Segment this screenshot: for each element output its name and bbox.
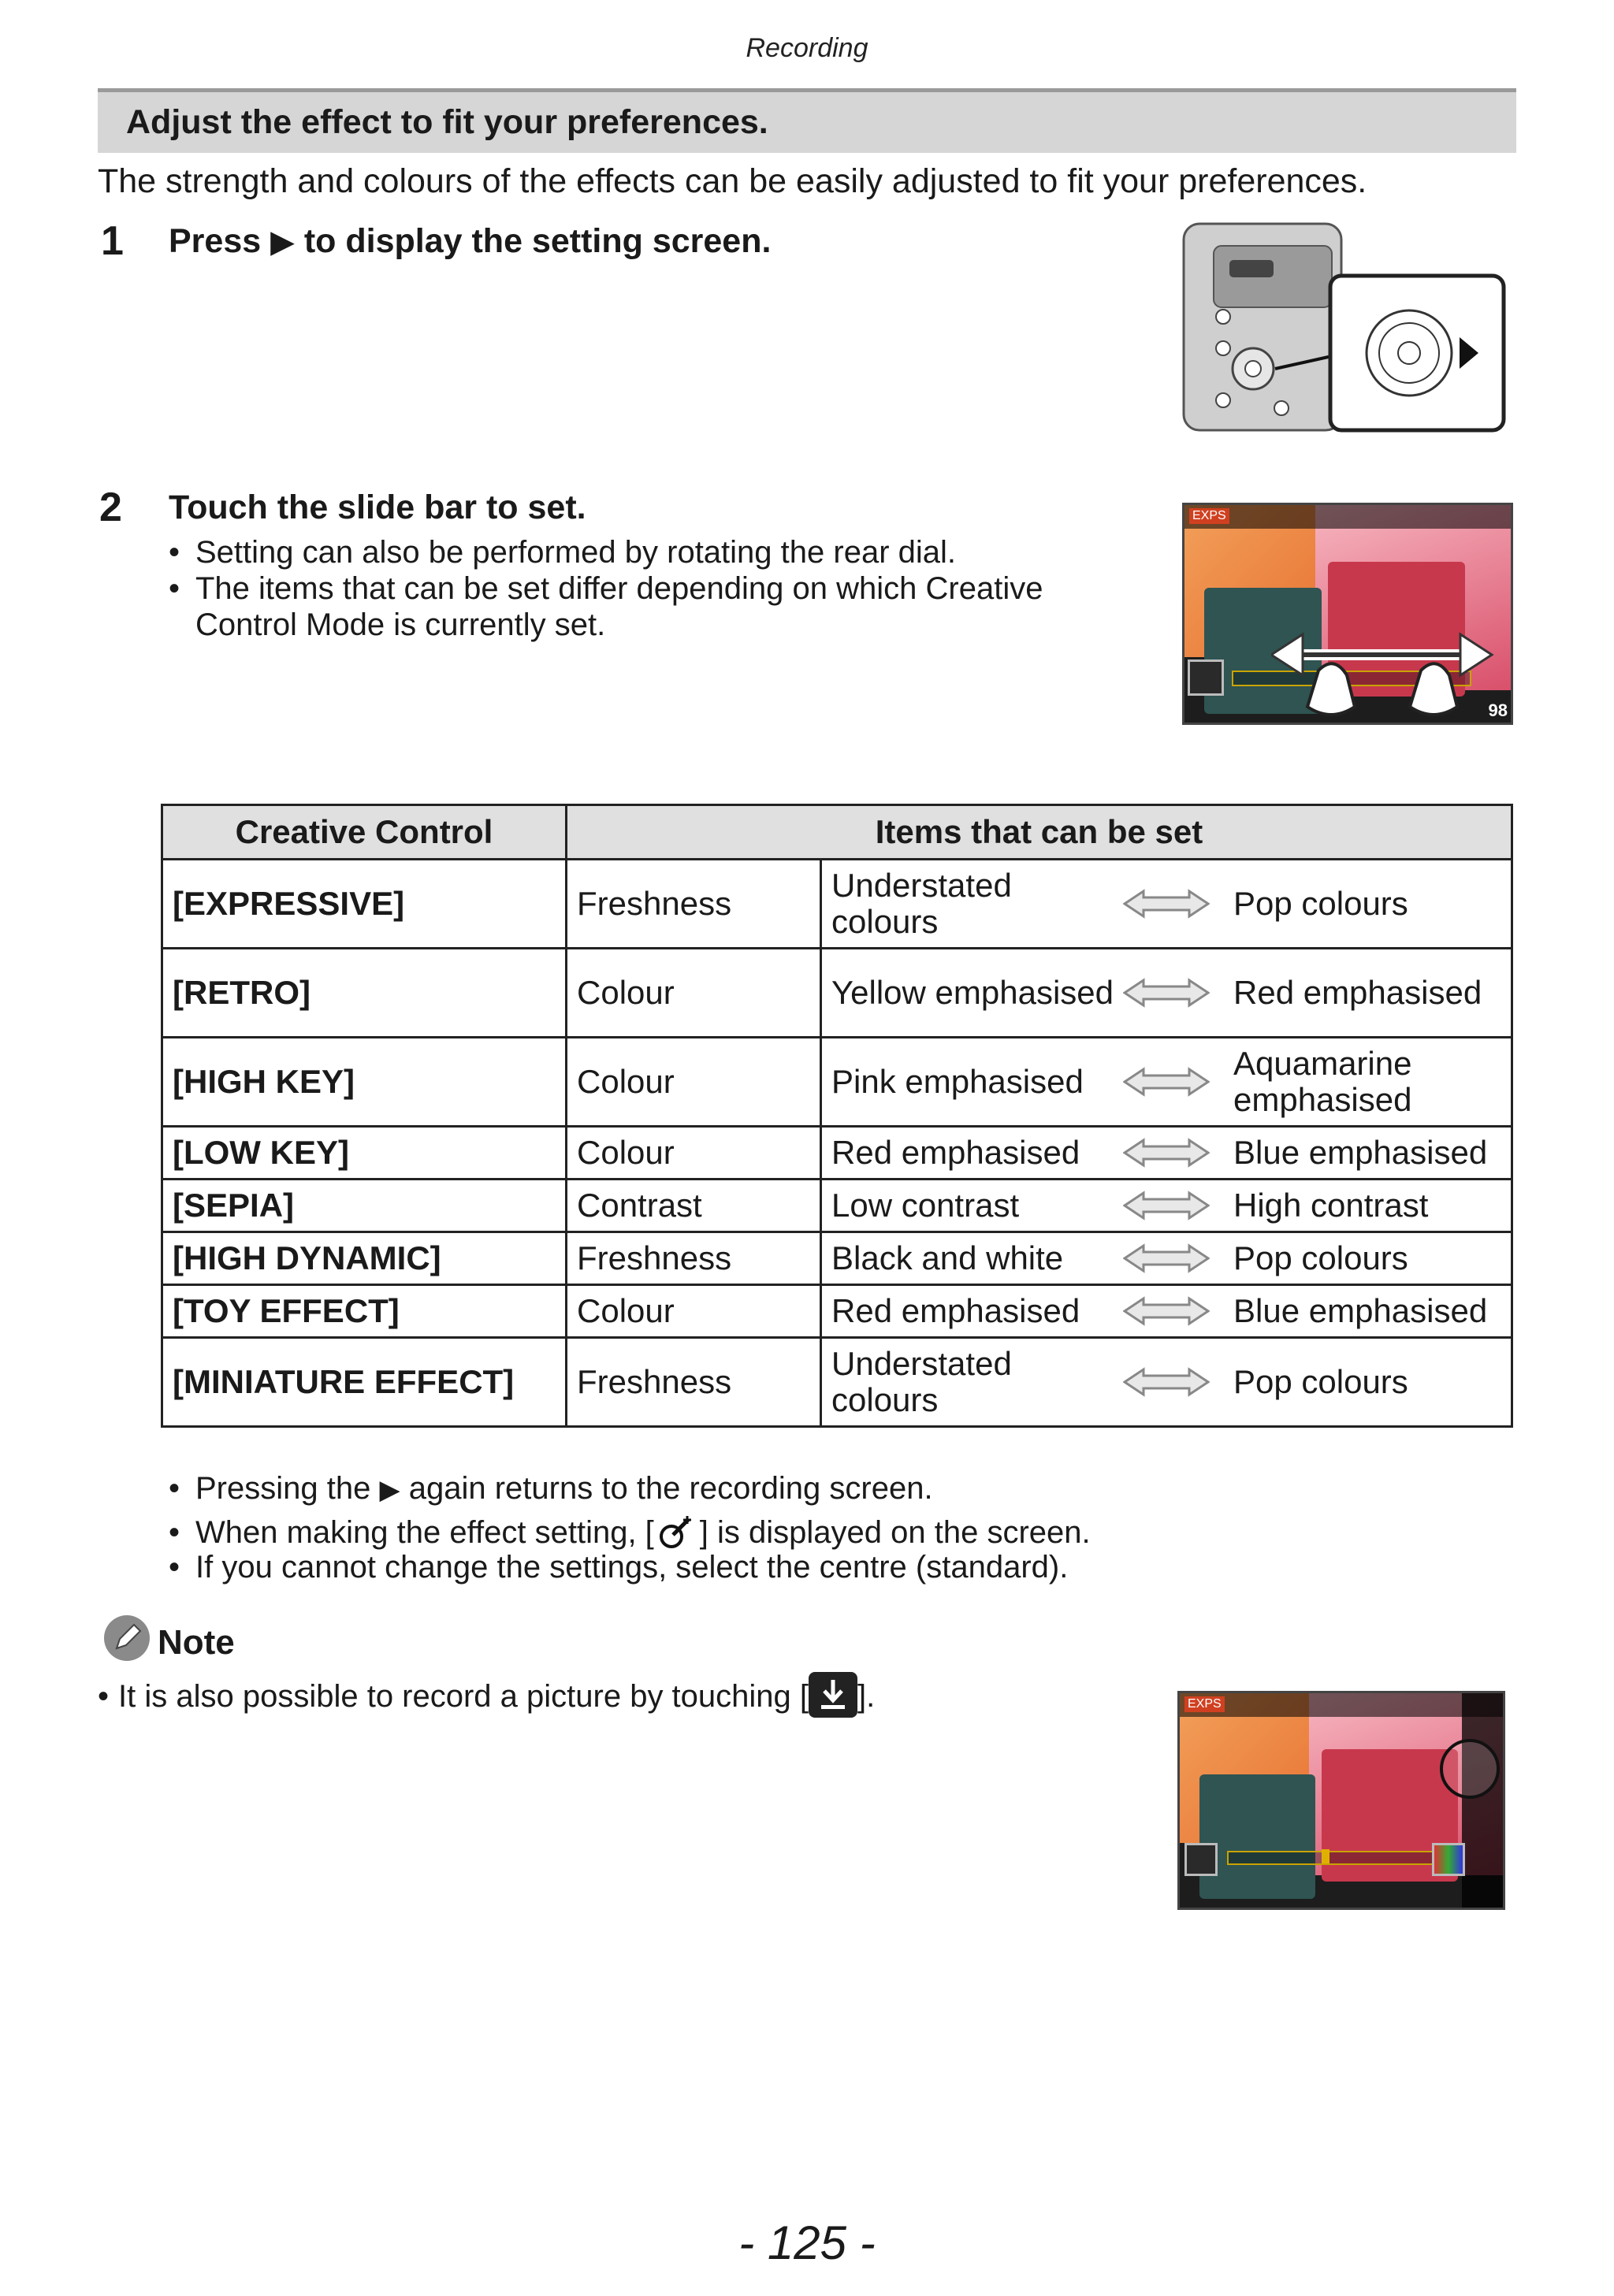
item-cell: Freshness	[567, 860, 821, 949]
mode-cell: [MINIATURE EFFECT]	[162, 1338, 567, 1427]
range-cell	[821, 1338, 1512, 1427]
item-cell: Freshness	[567, 1232, 821, 1285]
column-header-creative-control: Creative Control	[162, 805, 567, 860]
after-table-bullet-1: • Pressing the ▶ again returns to the recording screen.	[169, 1471, 933, 1506]
range-high: Blue emphasised	[1233, 1134, 1488, 1171]
page-number: - 125 -	[738, 2216, 876, 2269]
item-cell: Colour	[567, 1127, 821, 1180]
step-2-bullet-2: • The items that can be set differ depending on which Creative	[169, 571, 1043, 606]
item-cell: Contrast	[567, 1180, 821, 1232]
note-title: Note	[158, 1623, 235, 1662]
range-high: Pop colours	[1233, 1239, 1408, 1276]
item-cell: Colour	[567, 1038, 821, 1127]
range-cell	[821, 860, 1512, 949]
right-arrow-icon: ▶	[379, 1475, 400, 1505]
range-high: Aquamarine emphasised	[1233, 1045, 1412, 1118]
range-high: High contrast	[1233, 1187, 1429, 1224]
double-arrow-icon	[1123, 1295, 1233, 1327]
item-cell: Freshness	[567, 1338, 821, 1427]
range-cell	[821, 1285, 1512, 1338]
table-header-row	[162, 805, 1512, 860]
table-row	[162, 1127, 1512, 1180]
highlight-circle	[1440, 1739, 1500, 1799]
after-table-bullet-3: • If you cannot change the settings, select the centre (standard).	[169, 1550, 1069, 1585]
range-high: Pop colours	[1233, 885, 1408, 922]
swipe-hands-icon	[1271, 623, 1500, 723]
step-2-bullet-1: • Setting can also be performed by rotating the rear dial.	[169, 535, 956, 570]
table-row	[162, 860, 1512, 949]
table-row	[162, 1038, 1512, 1127]
step-2-title: Touch the slide bar to set.	[169, 489, 586, 526]
range-high: Red emphasised	[1233, 974, 1482, 1011]
double-arrow-icon	[1123, 888, 1233, 920]
mode-cell: [HIGH KEY]	[162, 1038, 567, 1127]
range-low: Black and white	[831, 1239, 1064, 1276]
shots-remaining: 98	[1488, 700, 1508, 720]
item-cell: Colour	[567, 1285, 821, 1338]
table-row	[162, 1180, 1512, 1232]
mode-cell: [EXPRESSIVE]	[162, 860, 567, 949]
lcd-slide-bar-illustration	[1182, 503, 1513, 725]
creative-control-table	[161, 804, 1513, 1428]
note-pencil-icon	[102, 1614, 151, 1663]
column-header-items: Items that can be set	[567, 805, 1512, 860]
exps-badge: EXPS	[1184, 1696, 1225, 1712]
step-1-press: Press	[169, 222, 262, 260]
section-title: Adjust the effect to fit your preferences.	[98, 88, 1516, 153]
range-low: Understated colours	[831, 1345, 1012, 1418]
step-1-rest: to display the setting screen.	[303, 222, 772, 260]
mode-cell: [RETRO]	[162, 949, 567, 1038]
step-1-title	[169, 222, 771, 261]
range-low: Red emphasised	[831, 1292, 1080, 1329]
exps-badge: EXPS	[1189, 508, 1229, 524]
range-low: Low contrast	[831, 1187, 1020, 1224]
range-cell	[821, 1180, 1512, 1232]
after-table-bullet-2: • When making the effect setting, [ ] is displayed on the screen.	[169, 1515, 1091, 1550]
double-arrow-icon	[1123, 1137, 1233, 1168]
running-head: Recording	[746, 33, 868, 63]
mode-cell: [SEPIA]	[162, 1180, 567, 1232]
right-arrow-icon: ▶	[270, 225, 295, 259]
intro-text: The strength and colours of the effects can be easily adjusted to fit your preferences.	[98, 162, 1367, 200]
table-row	[162, 1338, 1512, 1427]
table-row	[162, 949, 1512, 1038]
range-low: Red emphasised	[831, 1134, 1080, 1171]
lcd-touch-shutter-illustration	[1177, 1691, 1505, 1910]
range-high: Pop colours	[1233, 1363, 1408, 1400]
range-low: Pink emphasised	[831, 1063, 1084, 1100]
range-cell	[821, 1232, 1512, 1285]
range-cell	[821, 949, 1512, 1038]
table-row	[162, 1232, 1512, 1285]
double-arrow-icon	[1123, 977, 1233, 1009]
double-arrow-icon	[1123, 1243, 1233, 1274]
note-text: • It is also possible to record a picture by touching [ ].	[98, 1672, 875, 1718]
double-arrow-icon	[1123, 1366, 1233, 1398]
range-high: Blue emphasised	[1233, 1292, 1488, 1329]
shutter-touch-icon	[809, 1672, 857, 1718]
step-1-number: 1	[101, 218, 124, 264]
range-low: Yellow emphasised	[831, 974, 1114, 1011]
range-low: Understated colours	[831, 867, 1012, 940]
mode-cell: [LOW KEY]	[162, 1127, 567, 1180]
double-arrow-icon	[1123, 1066, 1233, 1098]
camera-back-illustration	[1182, 222, 1513, 437]
range-cell	[821, 1038, 1512, 1127]
item-cell: Colour	[567, 949, 821, 1038]
double-arrow-icon	[1123, 1190, 1233, 1221]
mode-cell: [HIGH DYNAMIC]	[162, 1232, 567, 1285]
mode-cell: [TOY EFFECT]	[162, 1285, 567, 1338]
step-2-number: 2	[99, 485, 122, 530]
table-row	[162, 1285, 1512, 1338]
range-cell	[821, 1127, 1512, 1180]
step-2-bullet-2-cont: Control Mode is currently set.	[195, 607, 606, 642]
creative-control-effect-icon	[654, 1514, 700, 1549]
